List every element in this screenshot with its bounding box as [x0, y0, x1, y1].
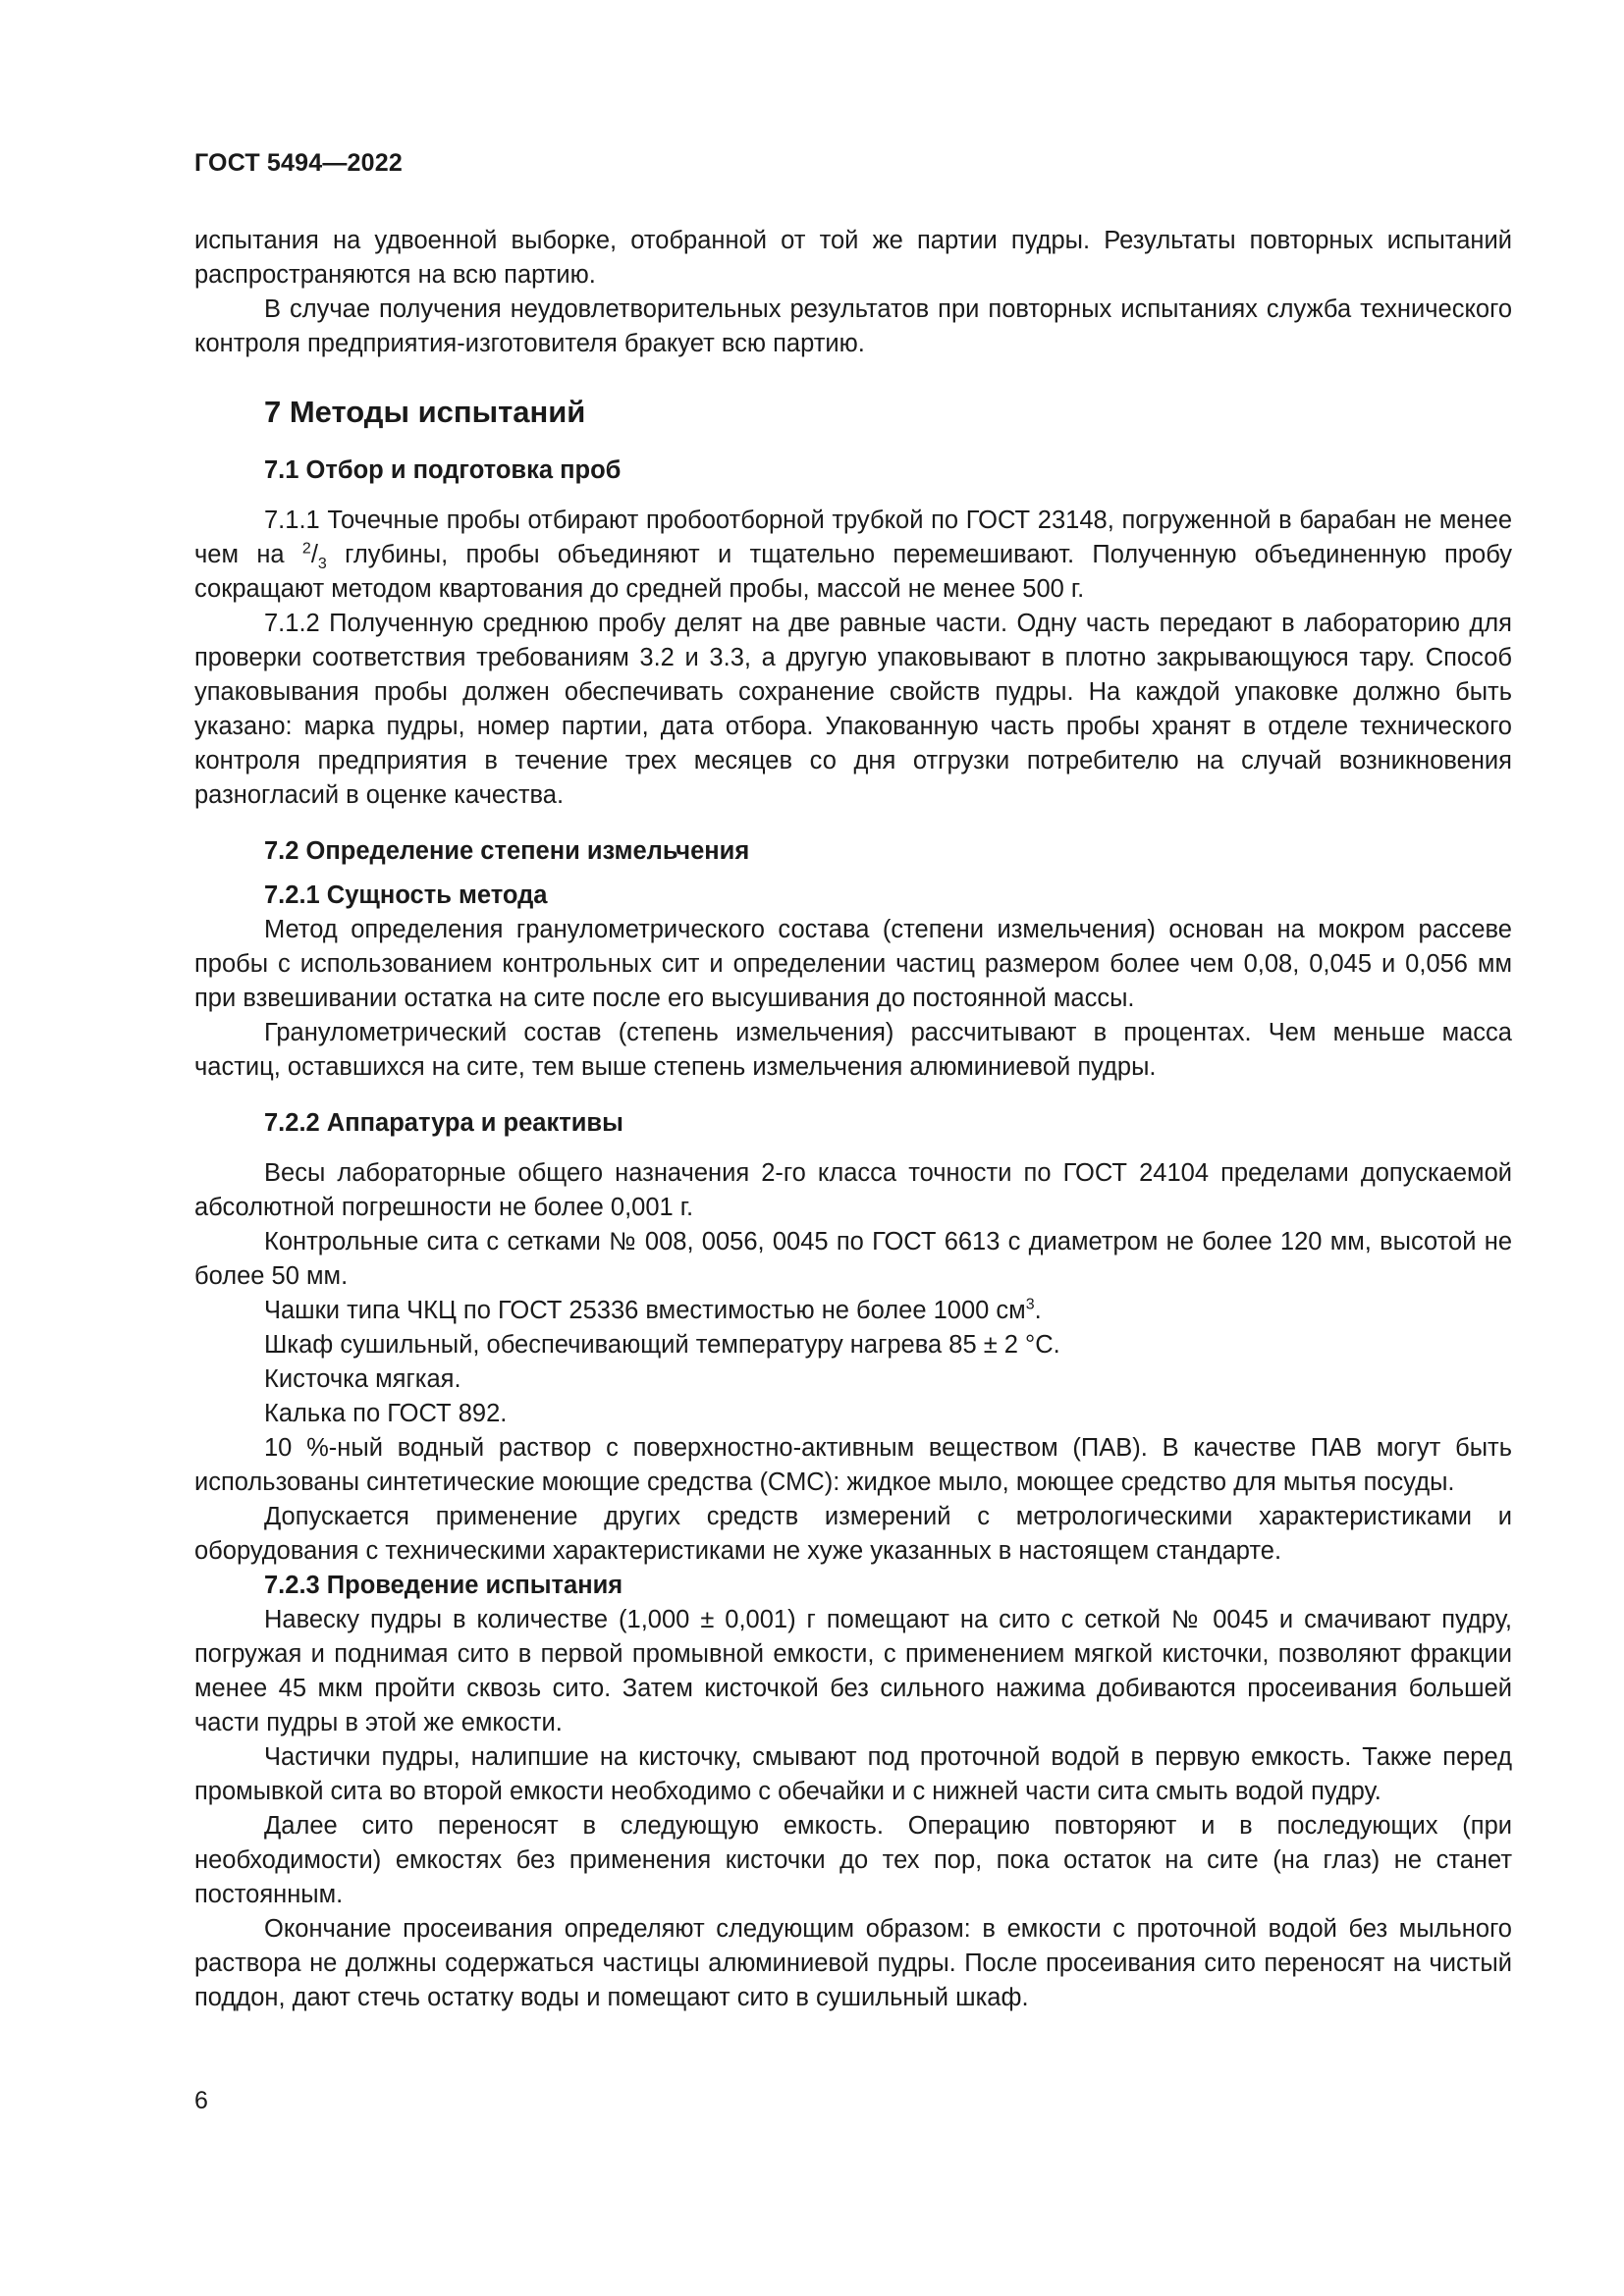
paragraph: Кисточка мягкая.	[264, 1365, 461, 1393]
paragraph: Далее сито переносят в следующую емкость. Операцию повторяют и в последующих (при необходимости) емкостях без применения кисточки до тех пор, пока остаток на сите (на глаз) не станет постоянным.	[194, 1812, 1512, 1908]
subsection-heading: 7.2.1 Сущность метода	[264, 881, 548, 909]
document-body	[194, 224, 1512, 2015]
paragraph: Контрольные сита с сетками № 008, 0056, 0045 по ГОСТ 6613 с диаметром не более 120 мм, высотой не более 50 мм.	[194, 1228, 1512, 1290]
subsection-heading: 7.2.2 Аппаратура и реактивы	[264, 1109, 623, 1137]
paragraph: испытания на удвоенной выборке, отобранной от той же партии пудры. Результаты повторных испытаний распространяются на всю партию.	[194, 227, 1512, 289]
paragraph: Частички пудры, налипшие на кисточку, смывают под проточной водой в первую емкость. Также перед промывкой сита во второй емкости необходимо с обечайки и с нижней части сита смыть водой пудру.	[194, 1743, 1512, 1805]
document-header: ГОСТ 5494—2022	[194, 149, 403, 177]
paragraph: Калька по ГОСТ 892.	[264, 1400, 508, 1427]
subsection-heading: 7.2.3 Проведение испытания	[264, 1572, 623, 1599]
subsection-heading: 7.2 Определение степени измельчения	[264, 837, 750, 865]
paragraph: Навеску пудры в количестве (1,000 ± 0,001) г помещают на сито с сеткой № 0045 и смачивают пудру, погружая и поднимая сито в первой промывной емкости, с применением мягкой кисточки, позволяют фракции менее 45 мкм пройти сквозь сито. Затем кисточкой без сильного нажима добиваются просеивания большей части пудры в этой же емкости.	[194, 1606, 1512, 1736]
paragraph: 7.1.2 Полученную среднюю пробу делят на две равные части. Одну часть передают в лабораторию для проверки соответствия требованиям 3.2 и 3.3, а другую упаковывают в плотно закрывающуюся тару. Способ упаковывания пробы должен обеспечивать сохранение свойств пудры. На каждой упаковке должно быть указано: марка пудры, номер партии, дата отбора. Упакованную часть пробы хранят в отделе технического контроля предприятия в течение трех месяцев со дня отгрузки потребителю на случай возникновения разногласий в оценке качества.	[194, 610, 1512, 809]
paragraph: 10 %-ный водный раствор с поверхностно-активным веществом (ПАВ). В качестве ПАВ могут быть использованы синтетические моющие средства (СМС): жидкое мыло, моющее средство для мытья посуды.	[194, 1434, 1512, 1496]
paragraph: Окончание просеивания определяют следующим образом: в емкости с проточной водой без мыльного раствора не должны содержаться частицы алюминиевой пудры. После просеивания сито переносят на чистый поддон, дают стечь остатку воды и помещают сито в сушильный шкаф.	[194, 1915, 1512, 2011]
subsection-heading: 7.1 Отбор и подготовка проб	[264, 456, 622, 484]
paragraph: Весы лабораторные общего назначения 2-го класса точности по ГОСТ 24104 пределами допускаемой абсолютной погрешности не более 0,001 г.	[194, 1159, 1512, 1221]
paragraph: Гранулометрический состав (степень измельчения) рассчитывают в процентах. Чем меньше масса частиц, оставшихся на сите, тем выше степень измельчения алюминиевой пудры.	[194, 1019, 1512, 1081]
paragraph	[194, 1294, 1512, 1328]
paragraph: Допускается применение других средств измерений с метрологическими характеристиками и оборудования с техническими характеристиками не хуже указанных в настоящем стандарте.	[194, 1503, 1512, 1565]
page-number: 6	[194, 2087, 208, 2114]
paragraph: Метод определения гранулометрического состава (степени измельчения) основан на мокром рассеве пробы с использованием контрольных сит и определении частиц размером более чем 0,08, 0,045 и 0,056 мм при взвешивании остатка на сите после его высушивания до постоянной массы.	[194, 916, 1512, 1012]
paragraph-text: .	[1034, 1297, 1042, 1324]
paragraph	[194, 504, 1512, 607]
paragraph-text: 7.1.1 Точечные пробы отбирают пробоотборной трубкой по ГОСТ 23148, погруженной в барабан не менее чем на	[194, 507, 1512, 568]
paragraph: В случае получения неудовлетворительных результатов при повторных испытаниях служба технического контроля предприятия-изготовителя бракует всю партию.	[194, 295, 1512, 357]
superscript: 3	[1025, 1296, 1035, 1313]
paragraph-text: глубины, пробы объединяют и тщательно перемешивают. Полученную объединенную пробу сокращают методом квартования до средней пробы, массой не менее 500 г.	[194, 541, 1512, 603]
fraction-slash: /	[310, 541, 318, 568]
section-heading: 7 Методы испытаний	[264, 395, 586, 429]
fraction-numerator: 2	[301, 540, 311, 558]
paragraph: Шкаф сушильный, обеспечивающий температуру нагрева 85 ± 2 °С.	[264, 1331, 1060, 1359]
paragraph-text: Чашки типа ЧКЦ по ГОСТ 25336 вместимостью не более 1000 см	[264, 1297, 1026, 1324]
fraction-denominator: 3	[317, 556, 327, 573]
